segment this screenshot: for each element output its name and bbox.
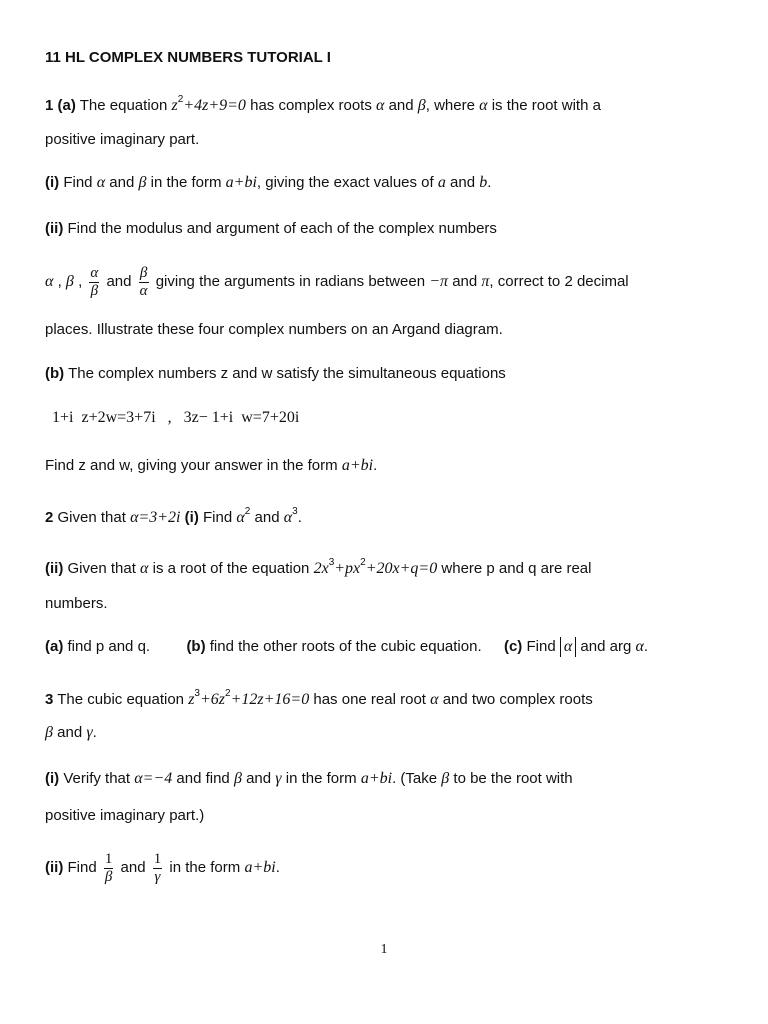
beta-symbol: β bbox=[441, 770, 450, 787]
q1-text: and bbox=[388, 97, 414, 114]
q2-part-i-label: (i) bbox=[184, 509, 199, 526]
beta-symbol: β bbox=[233, 770, 242, 787]
alpha-symbol: α bbox=[479, 97, 488, 114]
q3-eq-term: z bbox=[188, 691, 195, 708]
q3-text: in the form bbox=[285, 770, 357, 787]
q3-text: The cubic equation bbox=[57, 691, 185, 708]
q3-part-i-line-2: positive imaginary part.) bbox=[45, 807, 205, 824]
q2-line-1 bbox=[45, 508, 302, 528]
q2-eq-term: 2x bbox=[313, 560, 329, 577]
q1-text: has complex roots bbox=[250, 97, 372, 114]
q1-text: . bbox=[373, 457, 378, 474]
q1-text: in the form bbox=[150, 174, 222, 191]
q1-equation-rest: +4z+9=0 bbox=[183, 97, 246, 114]
q3-eq-term: +6z bbox=[199, 691, 226, 708]
q1-text: , correct to 2 decimal bbox=[489, 273, 629, 290]
q2-part-a-label: (a) bbox=[45, 638, 64, 655]
q2-text: where p and q are real bbox=[441, 560, 592, 577]
power-2: 2 bbox=[360, 557, 366, 568]
q1-text: and bbox=[106, 273, 132, 290]
q1-part-i bbox=[45, 173, 491, 193]
var-b: b bbox=[479, 174, 488, 191]
form-a-plus-bi: a+bi bbox=[360, 770, 393, 787]
q3-number: 3 bbox=[45, 691, 54, 708]
q3-text: to be the root with bbox=[453, 770, 573, 787]
fraction-denominator: β bbox=[104, 868, 113, 885]
q2-eq-term: +px bbox=[334, 560, 361, 577]
q2-number: 2 bbox=[45, 509, 54, 526]
q1-text: The complex numbers z and w satisfy the simultaneous equations bbox=[68, 365, 506, 382]
q1-fractions-line bbox=[45, 262, 629, 302]
fraction-one-over-beta bbox=[104, 851, 114, 886]
q1-text: and bbox=[450, 174, 476, 191]
fraction-numerator: β bbox=[139, 264, 148, 281]
q3-part-i-label: (i) bbox=[45, 770, 60, 787]
fraction-denominator: β bbox=[90, 282, 99, 299]
q2-part-ii-label: (ii) bbox=[45, 560, 64, 577]
beta-symbol: β bbox=[138, 174, 147, 191]
page-number: 1 bbox=[380, 942, 388, 957]
q3-alpha-value: α=−4 bbox=[134, 770, 173, 787]
q3-text: Verify that bbox=[63, 770, 131, 787]
page-title: 11 HL COMPLEX NUMBERS TUTORIAL I bbox=[45, 49, 331, 66]
q1-part-b-label: (b) bbox=[45, 365, 65, 382]
power-3: 3 bbox=[292, 506, 298, 517]
power-2: 2 bbox=[225, 688, 231, 699]
q3-text: . bbox=[92, 724, 97, 741]
q2-text: . bbox=[643, 638, 649, 655]
q2-text: Find bbox=[203, 509, 233, 526]
q2-alpha-value: α=3+2i bbox=[130, 509, 181, 526]
fraction-numerator: 1 bbox=[104, 850, 113, 867]
q3-part-ii-label: (ii) bbox=[45, 859, 64, 876]
alpha-symbol: α bbox=[96, 174, 106, 191]
q1-text: Find z and w, giving your answer in the form bbox=[45, 457, 338, 474]
alpha-symbol: α bbox=[45, 273, 54, 290]
fraction-numerator: α bbox=[90, 264, 99, 281]
fraction-denominator: γ bbox=[154, 868, 161, 885]
q1-text: , bbox=[57, 273, 62, 290]
q1-part-a-label: (a) bbox=[57, 97, 76, 114]
q1-line-2: positive imaginary part. bbox=[45, 131, 200, 148]
power-3: 3 bbox=[328, 557, 335, 568]
fraction-beta-over-alpha bbox=[139, 265, 149, 300]
form-a-plus-bi: a+bi bbox=[225, 174, 257, 191]
neg-pi-symbol: −π bbox=[429, 273, 449, 290]
fraction-one-over-gamma bbox=[153, 851, 163, 886]
q2-subparts bbox=[45, 637, 648, 657]
pi-symbol: π bbox=[481, 273, 490, 290]
fraction-numerator: 1 bbox=[153, 850, 162, 867]
q3-text: in the form bbox=[169, 859, 241, 876]
q3-eq-term: +12z+16=0 bbox=[230, 691, 310, 708]
q2-text: Given that bbox=[67, 560, 136, 577]
q1-text: . bbox=[487, 174, 492, 191]
q2-text: and arg bbox=[580, 638, 632, 655]
q1-text: and bbox=[452, 273, 478, 290]
beta-symbol: β bbox=[45, 724, 53, 741]
q2-part-ii bbox=[45, 559, 592, 579]
gamma-symbol: γ bbox=[86, 724, 93, 741]
alpha-symbol: α bbox=[283, 509, 293, 526]
q1-text: and bbox=[109, 174, 135, 191]
q1-line-1 bbox=[45, 96, 601, 116]
form-a-plus-bi: a+bi bbox=[244, 859, 276, 876]
q1-text: , where bbox=[425, 97, 475, 114]
q2-eq-term: +20x+q=0 bbox=[365, 560, 438, 577]
q3-line-2 bbox=[45, 723, 97, 743]
q1-text: is the root with a bbox=[491, 97, 601, 114]
q3-part-ii bbox=[45, 848, 280, 888]
q2-text: . bbox=[297, 509, 302, 526]
q2-text: is a root of the equation bbox=[152, 560, 310, 577]
q1-equation-power: 2 bbox=[177, 94, 184, 105]
alpha-symbol: α bbox=[430, 691, 439, 708]
q3-text: . bbox=[275, 859, 280, 876]
q2-text: find the other roots of the cubic equation. bbox=[209, 638, 482, 655]
q2-text: Find bbox=[526, 638, 556, 655]
q3-text: and bbox=[57, 724, 83, 741]
q1-text: The equation bbox=[79, 97, 168, 114]
q1-text: Find the modulus and argument of each of the complex numbers bbox=[67, 220, 497, 237]
beta-symbol: β bbox=[417, 97, 426, 114]
q3-part-i bbox=[45, 769, 573, 789]
q2-part-c-label: (c) bbox=[503, 638, 523, 655]
alpha-symbol: α bbox=[376, 97, 385, 114]
power-2: 2 bbox=[244, 506, 251, 517]
q1-simultaneous-equations: 1+i z+2w=3+7i , 3z− 1+i w=7+20i bbox=[52, 409, 300, 426]
beta-symbol: β bbox=[65, 273, 74, 290]
q1-places-line: places. Illustrate these four complex numbers on an Argand diagram. bbox=[45, 321, 503, 338]
q1-part-i-label: (i) bbox=[45, 174, 60, 191]
q3-line-1 bbox=[45, 690, 593, 710]
power-3: 3 bbox=[194, 688, 200, 699]
q1-part-ii bbox=[45, 219, 497, 239]
modulus-alpha: α bbox=[560, 637, 576, 657]
fraction-alpha-over-beta bbox=[89, 265, 99, 300]
q3-text: and find bbox=[176, 770, 230, 787]
q1-text: , bbox=[78, 273, 83, 290]
q3-text: and two complex roots bbox=[442, 691, 593, 708]
q3-text: and bbox=[120, 859, 146, 876]
form-a-plus-bi: a+bi bbox=[341, 457, 374, 474]
q2-numbers-line: numbers. bbox=[45, 595, 108, 612]
q2-text: and bbox=[254, 509, 280, 526]
q1-number: 1 bbox=[45, 97, 54, 114]
alpha-symbol: α bbox=[236, 509, 245, 526]
q1-text: giving the arguments in radians between bbox=[155, 273, 426, 290]
q1-find-zw bbox=[45, 456, 377, 476]
q3-text: Find bbox=[67, 859, 97, 876]
alpha-symbol: α bbox=[140, 560, 149, 577]
q1-equation-z: z bbox=[171, 97, 178, 114]
alpha-symbol: α bbox=[635, 638, 644, 655]
q3-text: . (Take bbox=[392, 770, 438, 787]
q3-text: has one real root bbox=[313, 691, 426, 708]
q1-part-b bbox=[45, 364, 506, 384]
var-a: a bbox=[437, 174, 446, 191]
q1-part-ii-label: (ii) bbox=[45, 220, 64, 237]
gamma-symbol: γ bbox=[275, 770, 282, 787]
q1-text: , giving the exact values of bbox=[256, 174, 434, 191]
q2-text: find p and q. bbox=[67, 638, 151, 655]
q1-text: Find bbox=[63, 174, 93, 191]
q2-text: Given that bbox=[57, 509, 126, 526]
q2-part-b-label: (b) bbox=[186, 638, 206, 655]
q3-text: and bbox=[246, 770, 272, 787]
fraction-denominator: α bbox=[139, 282, 148, 299]
